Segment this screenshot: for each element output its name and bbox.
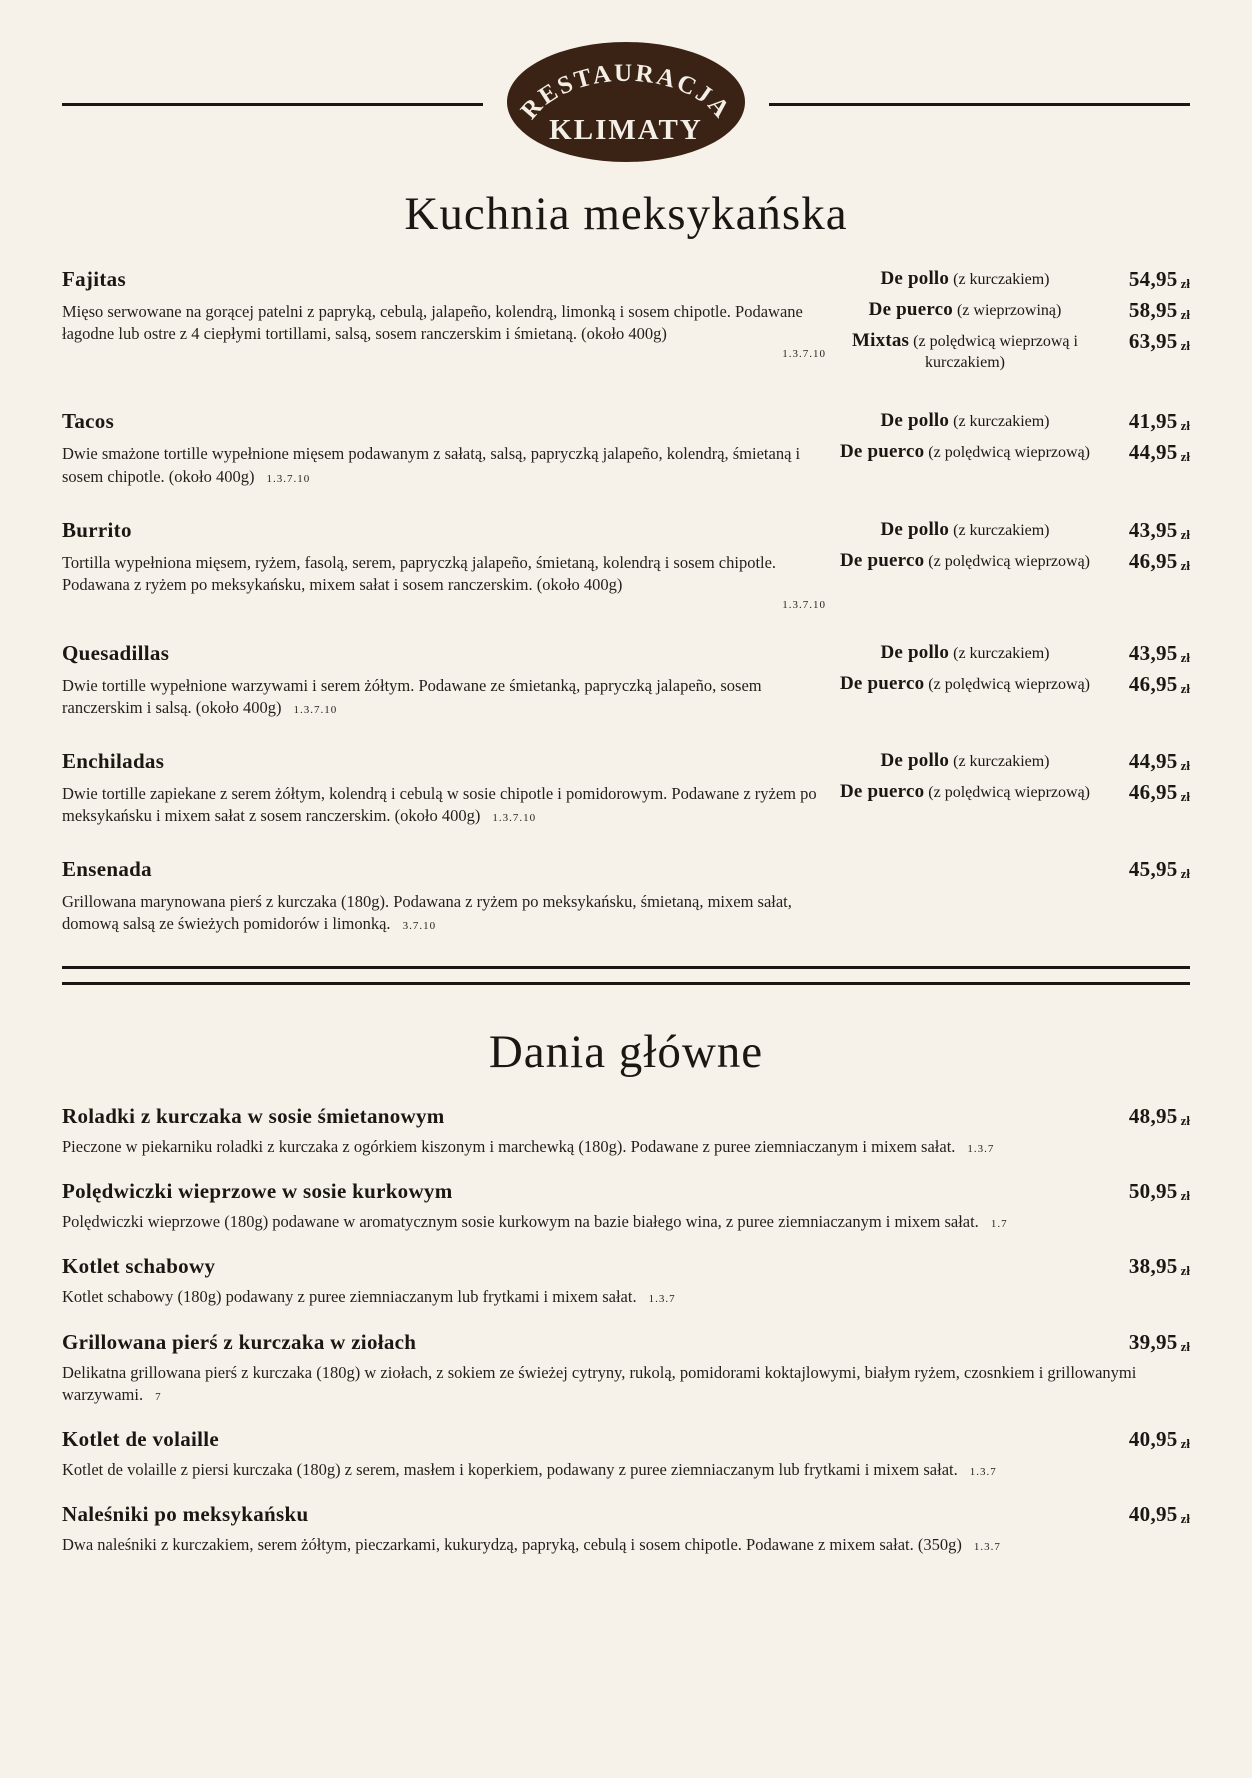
item-price <box>1129 1179 1190 1204</box>
description-text: Grillowana marynowana pierś z kurczaka (180g). Podawana z ryżem po meksykańsku, śmietaną, mixem sałat, domową salsą ze świeżych pomidorów i limonką. <box>62 892 792 934</box>
item-name: Enchiladas <box>62 749 165 774</box>
allergen-footnote: 1.3.7 <box>648 1293 676 1306</box>
variant-name: De pollo <box>880 641 950 663</box>
price-amount: 46,95 <box>1128 548 1178 573</box>
item-head <box>62 1104 1190 1129</box>
allergen-footnote: 1.3.7.10 <box>782 598 826 611</box>
variant-note: (z kurczakiem) <box>953 270 1050 288</box>
variant-row <box>834 641 1190 666</box>
variant-row <box>834 672 1190 697</box>
price-currency: zł <box>1180 866 1190 882</box>
price-amount: 41,95 <box>1128 409 1178 434</box>
item-variants <box>834 518 1190 580</box>
item-variants <box>834 641 1190 703</box>
menu-item-enchiladas <box>62 749 1190 827</box>
item-price <box>1129 1427 1190 1452</box>
item-variants <box>834 749 1190 811</box>
price-amount: 39,95 <box>1128 1329 1178 1354</box>
variant-row <box>834 409 1190 434</box>
price-amount: 50,95 <box>1128 1179 1178 1204</box>
item-name: Ensenada <box>62 857 152 882</box>
header <box>62 40 1190 169</box>
variant-label <box>834 298 1096 322</box>
price-amount: 63,95 <box>1128 328 1178 353</box>
price-currency: zł <box>1180 418 1190 434</box>
variant-note: (z kurczakiem) <box>953 644 1050 662</box>
item-variants <box>834 409 1190 471</box>
allergen-footnote: 3.7.10 <box>402 920 437 933</box>
item-name: Quesadillas <box>62 640 170 665</box>
item-price <box>1096 641 1190 666</box>
variant-name: De pollo <box>880 750 950 772</box>
price-currency: zł <box>1180 1435 1190 1451</box>
variant-name: De puerco <box>868 298 953 320</box>
price-currency: zł <box>1180 275 1190 291</box>
item-description <box>62 675 826 719</box>
variant-label <box>834 749 1096 773</box>
variant-name: Mixtas <box>852 329 910 351</box>
item-description <box>62 1534 1190 1556</box>
variant-row <box>834 440 1190 465</box>
variant-label <box>834 409 1096 433</box>
allergen-footnote: 1.7 <box>990 1218 1008 1231</box>
variant-row <box>834 298 1190 323</box>
variant-label <box>834 549 1096 573</box>
price-currency: zł <box>1180 649 1190 665</box>
variant-name: De pollo <box>880 518 950 540</box>
price-amount: 48,95 <box>1128 1104 1178 1129</box>
menu-item-burrito <box>62 518 1190 611</box>
item-head <box>62 1427 1190 1452</box>
item-description <box>62 1459 1190 1481</box>
variant-row <box>834 267 1190 292</box>
variant-label <box>834 440 1096 464</box>
item-description <box>62 891 826 935</box>
item-price <box>1096 409 1190 434</box>
divider-line-bottom <box>62 982 1190 985</box>
variant-row <box>834 549 1190 574</box>
section-title-main-dishes: Dania główne <box>488 1025 764 1078</box>
item-description <box>62 1286 1190 1308</box>
item-price <box>1096 780 1190 805</box>
variant-label <box>834 672 1096 696</box>
description-text: Tortilla wypełniona mięsem, ryżem, fasolą, serem, papryczką jalapeño, śmietaną, kolendrą i sosem chipotle. Podawana z ryżem po meksykańsku, mixem sałat i sosem ranczerskim. (około 400g) <box>62 552 777 594</box>
description-text: Kotlet schabowy (180g) podawany z puree ziemniaczanym lub frytkami i mixem sałat. <box>62 1287 637 1307</box>
item-price <box>1096 298 1190 323</box>
variant-note: (z polędwicą wieprzową) <box>928 552 1090 570</box>
variant-note: (z polędwicą wieprzową) <box>928 675 1090 693</box>
price-currency: zł <box>1180 1510 1190 1526</box>
allergen-footnote: 1.3.7.10 <box>266 472 311 485</box>
price-currency: zł <box>1180 449 1190 465</box>
menu-item-nalesniki <box>62 1502 1190 1556</box>
item-name: Grillowana pierś z kurczaka w ziołach <box>62 1329 417 1354</box>
variant-row <box>834 749 1190 774</box>
item-head <box>62 1254 1190 1279</box>
menu-item-fajitas <box>62 267 1190 380</box>
variant-name: De pollo <box>880 410 950 432</box>
allergen-footnote: 7 <box>155 1390 162 1403</box>
item-description <box>62 552 826 596</box>
variant-row <box>834 518 1190 543</box>
item-price <box>1096 329 1190 354</box>
section-divider <box>62 966 1190 985</box>
item-text-block <box>62 641 834 719</box>
item-description <box>62 783 826 827</box>
item-description <box>62 443 826 487</box>
item-description <box>62 301 826 345</box>
price-amount: 46,95 <box>1128 671 1178 696</box>
item-description <box>62 1211 1190 1233</box>
price-amount: 46,95 <box>1128 780 1178 805</box>
item-price <box>1129 1502 1190 1527</box>
price-amount: 40,95 <box>1128 1426 1178 1451</box>
price-currency: zł <box>1180 557 1190 573</box>
item-name: Burrito <box>62 517 132 542</box>
variant-row <box>834 329 1190 374</box>
variant-row <box>834 780 1190 805</box>
restaurant-logo <box>505 40 747 169</box>
item-name: Fajitas <box>62 266 126 291</box>
description-text: Pieczone w piekarniku roladki z kurczaka z ogórkiem kiszonym i marchewką (180g). Podawane z puree ziemniaczanym i mixem sałat. <box>62 1137 956 1157</box>
description-text: Dwie tortille zapiekane z serem żółtym, kolendrą i cebulą w sosie chipotle i pomidorowym. Podawane z ryżem po meksykańsku i mixem sałat z sosem ranczerskim. (około 400g) <box>62 784 817 826</box>
item-text-block <box>62 409 834 487</box>
price-amount: 58,95 <box>1128 297 1178 322</box>
item-name: Polędwiczki wieprzowe w sosie kurkowym <box>62 1179 453 1204</box>
item-name: Tacos <box>62 409 115 434</box>
item-description <box>62 1362 1190 1406</box>
description-text: Dwie tortille wypełnione warzywami i serem żółtym. Podawane ze śmietanką, papryczką jalapeño, sosem ranczerskim i salsą. (około 400g) <box>62 675 762 718</box>
price-currency: zł <box>1180 758 1190 774</box>
allergen-footnote: 1.3.7 <box>967 1143 995 1156</box>
variant-name: De puerco <box>840 441 925 463</box>
variant-name: De puerco <box>840 781 925 803</box>
item-description <box>62 1136 1190 1158</box>
item-variants <box>834 267 1190 380</box>
variant-note: (z polędwicą wieprzową i kurczakiem) <box>913 332 1078 371</box>
menu-item-kotlet-de-volaille <box>62 1427 1190 1481</box>
price-amount: 44,95 <box>1128 749 1178 774</box>
item-price <box>1096 672 1190 697</box>
price-currency: zł <box>1180 680 1190 696</box>
variant-label <box>834 329 1096 374</box>
divider-line-top <box>62 966 1190 969</box>
variant-note: (z wieprzowiną) <box>956 301 1062 319</box>
menu-item-quesadillas <box>62 641 1190 719</box>
variant-name: De puerco <box>840 549 925 571</box>
item-price <box>1096 267 1190 292</box>
allergen-footnote: 1.3.7.10 <box>782 347 826 360</box>
price-currency: zł <box>1180 1263 1190 1279</box>
item-price <box>1129 1254 1190 1279</box>
variant-label <box>834 780 1096 804</box>
variant-name: De puerco <box>840 672 925 694</box>
logo-text-restauracja: RESTAURACJA <box>515 59 737 125</box>
price-amount: 54,95 <box>1128 266 1178 291</box>
item-text-block <box>62 857 834 935</box>
price-amount: 45,95 <box>1128 857 1178 882</box>
description-text: Kotlet de volaille z piersi kurczaka (180g) z serem, masłem i koperkiem, podawany z puree ziemniaczanym lub frytkami i mixem sałat. <box>62 1459 958 1479</box>
item-name: Naleśniki po meksykańsku <box>62 1501 309 1526</box>
item-text-block <box>62 267 834 360</box>
variant-name: De pollo <box>880 267 950 289</box>
variant-label <box>834 518 1096 542</box>
variant-note: (z polędwicą wieprzową) <box>928 784 1090 802</box>
price-currency: zł <box>1180 526 1190 542</box>
allergen-footnote: 1.3.7 <box>973 1540 1001 1553</box>
item-price <box>1129 1104 1190 1129</box>
price-currency: zł <box>1180 1338 1190 1354</box>
price-amount: 44,95 <box>1128 440 1178 465</box>
item-price-block <box>834 857 1190 888</box>
item-head <box>62 1502 1190 1527</box>
item-name: Roladki z kurczaka w sosie śmietanowym <box>62 1104 445 1129</box>
variant-row <box>834 857 1190 882</box>
item-price <box>1096 549 1190 574</box>
description-text: Polędwiczki wieprzowe (180g) podawane w aromatycznym sosie kurkowym na bazie białego wina, z puree ziemniaczanym i mixem sałat. <box>62 1212 979 1232</box>
price-amount: 38,95 <box>1128 1254 1178 1279</box>
item-price <box>1096 440 1190 465</box>
item-price <box>1096 749 1190 774</box>
price-amount: 43,95 <box>1128 517 1178 542</box>
description-text: Delikatna grillowana pierś z kurczaka (180g) w ziołach, z sokiem ze świeżej cytryny, rukolą, pomidorami koktajlowymi, białym ryżem, czosnkiem i grillowanymi warzywami. <box>62 1362 1137 1404</box>
item-price <box>1096 857 1190 882</box>
item-name: Kotlet schabowy <box>62 1254 216 1279</box>
section-title-mexican: Kuchnia meksykańska <box>404 188 848 240</box>
price-amount: 43,95 <box>1128 640 1178 665</box>
menu-item-poledwiczki <box>62 1179 1190 1233</box>
menu-item-kotlet-schabowy <box>62 1254 1190 1308</box>
logo-text-klimaty: KLIMATY <box>549 114 703 146</box>
price-currency: zł <box>1180 337 1190 353</box>
variant-note: (z kurczakiem) <box>953 413 1050 431</box>
description-text: Dwa naleśniki z kurczakiem, serem żółtym, pieczarkami, kukurydzą, papryką, cebulą i sosem chipotle. Podawane z mixem sałat. (350g) <box>62 1534 962 1554</box>
mexican-items-list <box>62 267 1190 936</box>
menu-item-roladki <box>62 1104 1190 1158</box>
header-rule-right <box>769 103 1190 106</box>
variant-note: (z kurczakiem) <box>953 521 1050 539</box>
item-name: Kotlet de volaille <box>62 1426 220 1451</box>
variant-label <box>834 641 1096 665</box>
description-text: Dwie smażone tortille wypełnione mięsem podawanym z sałatą, salsą, papryczką jalapeño, kolendrą, śmietaną i sosem chipotle. (około 400g) <box>62 444 801 486</box>
allergen-footnote: 1.3.7 <box>969 1465 997 1478</box>
description-text: Mięso serwowane na gorącej patelni z papryką, cebulą, jalapeño, kolendrą, limonką i sosem chipotle. Podawane łagodne lub ostre z 4 ciepłymi tortillami, salsą, sosem ranczerskim i śmietaną. (około 400g) <box>62 301 803 343</box>
item-price <box>1096 518 1190 543</box>
menu-item-ensenada <box>62 857 1190 935</box>
allergen-footnote: 1.3.7.10 <box>293 704 338 717</box>
price-currency: zł <box>1180 789 1190 805</box>
variant-note: (z polędwicą wieprzową) <box>928 444 1090 462</box>
variant-note: (z kurczakiem) <box>953 753 1050 771</box>
menu-item-tacos <box>62 409 1190 487</box>
price-currency: zł <box>1180 1113 1190 1129</box>
menu-item-grillowana-piers <box>62 1330 1190 1406</box>
item-text-block <box>62 749 834 827</box>
logo-oval-icon <box>505 40 747 164</box>
header-rule-left <box>62 103 483 106</box>
price-currency: zł <box>1180 306 1190 322</box>
allergen-footnote: 1.3.7.10 <box>492 812 537 825</box>
main-dishes-list <box>62 1104 1190 1556</box>
item-price <box>1129 1330 1190 1355</box>
item-head <box>62 1179 1190 1204</box>
item-head <box>62 1330 1190 1355</box>
item-text-block <box>62 518 834 611</box>
variant-label <box>834 267 1096 291</box>
price-amount: 40,95 <box>1128 1501 1178 1526</box>
price-currency: zł <box>1180 1188 1190 1204</box>
